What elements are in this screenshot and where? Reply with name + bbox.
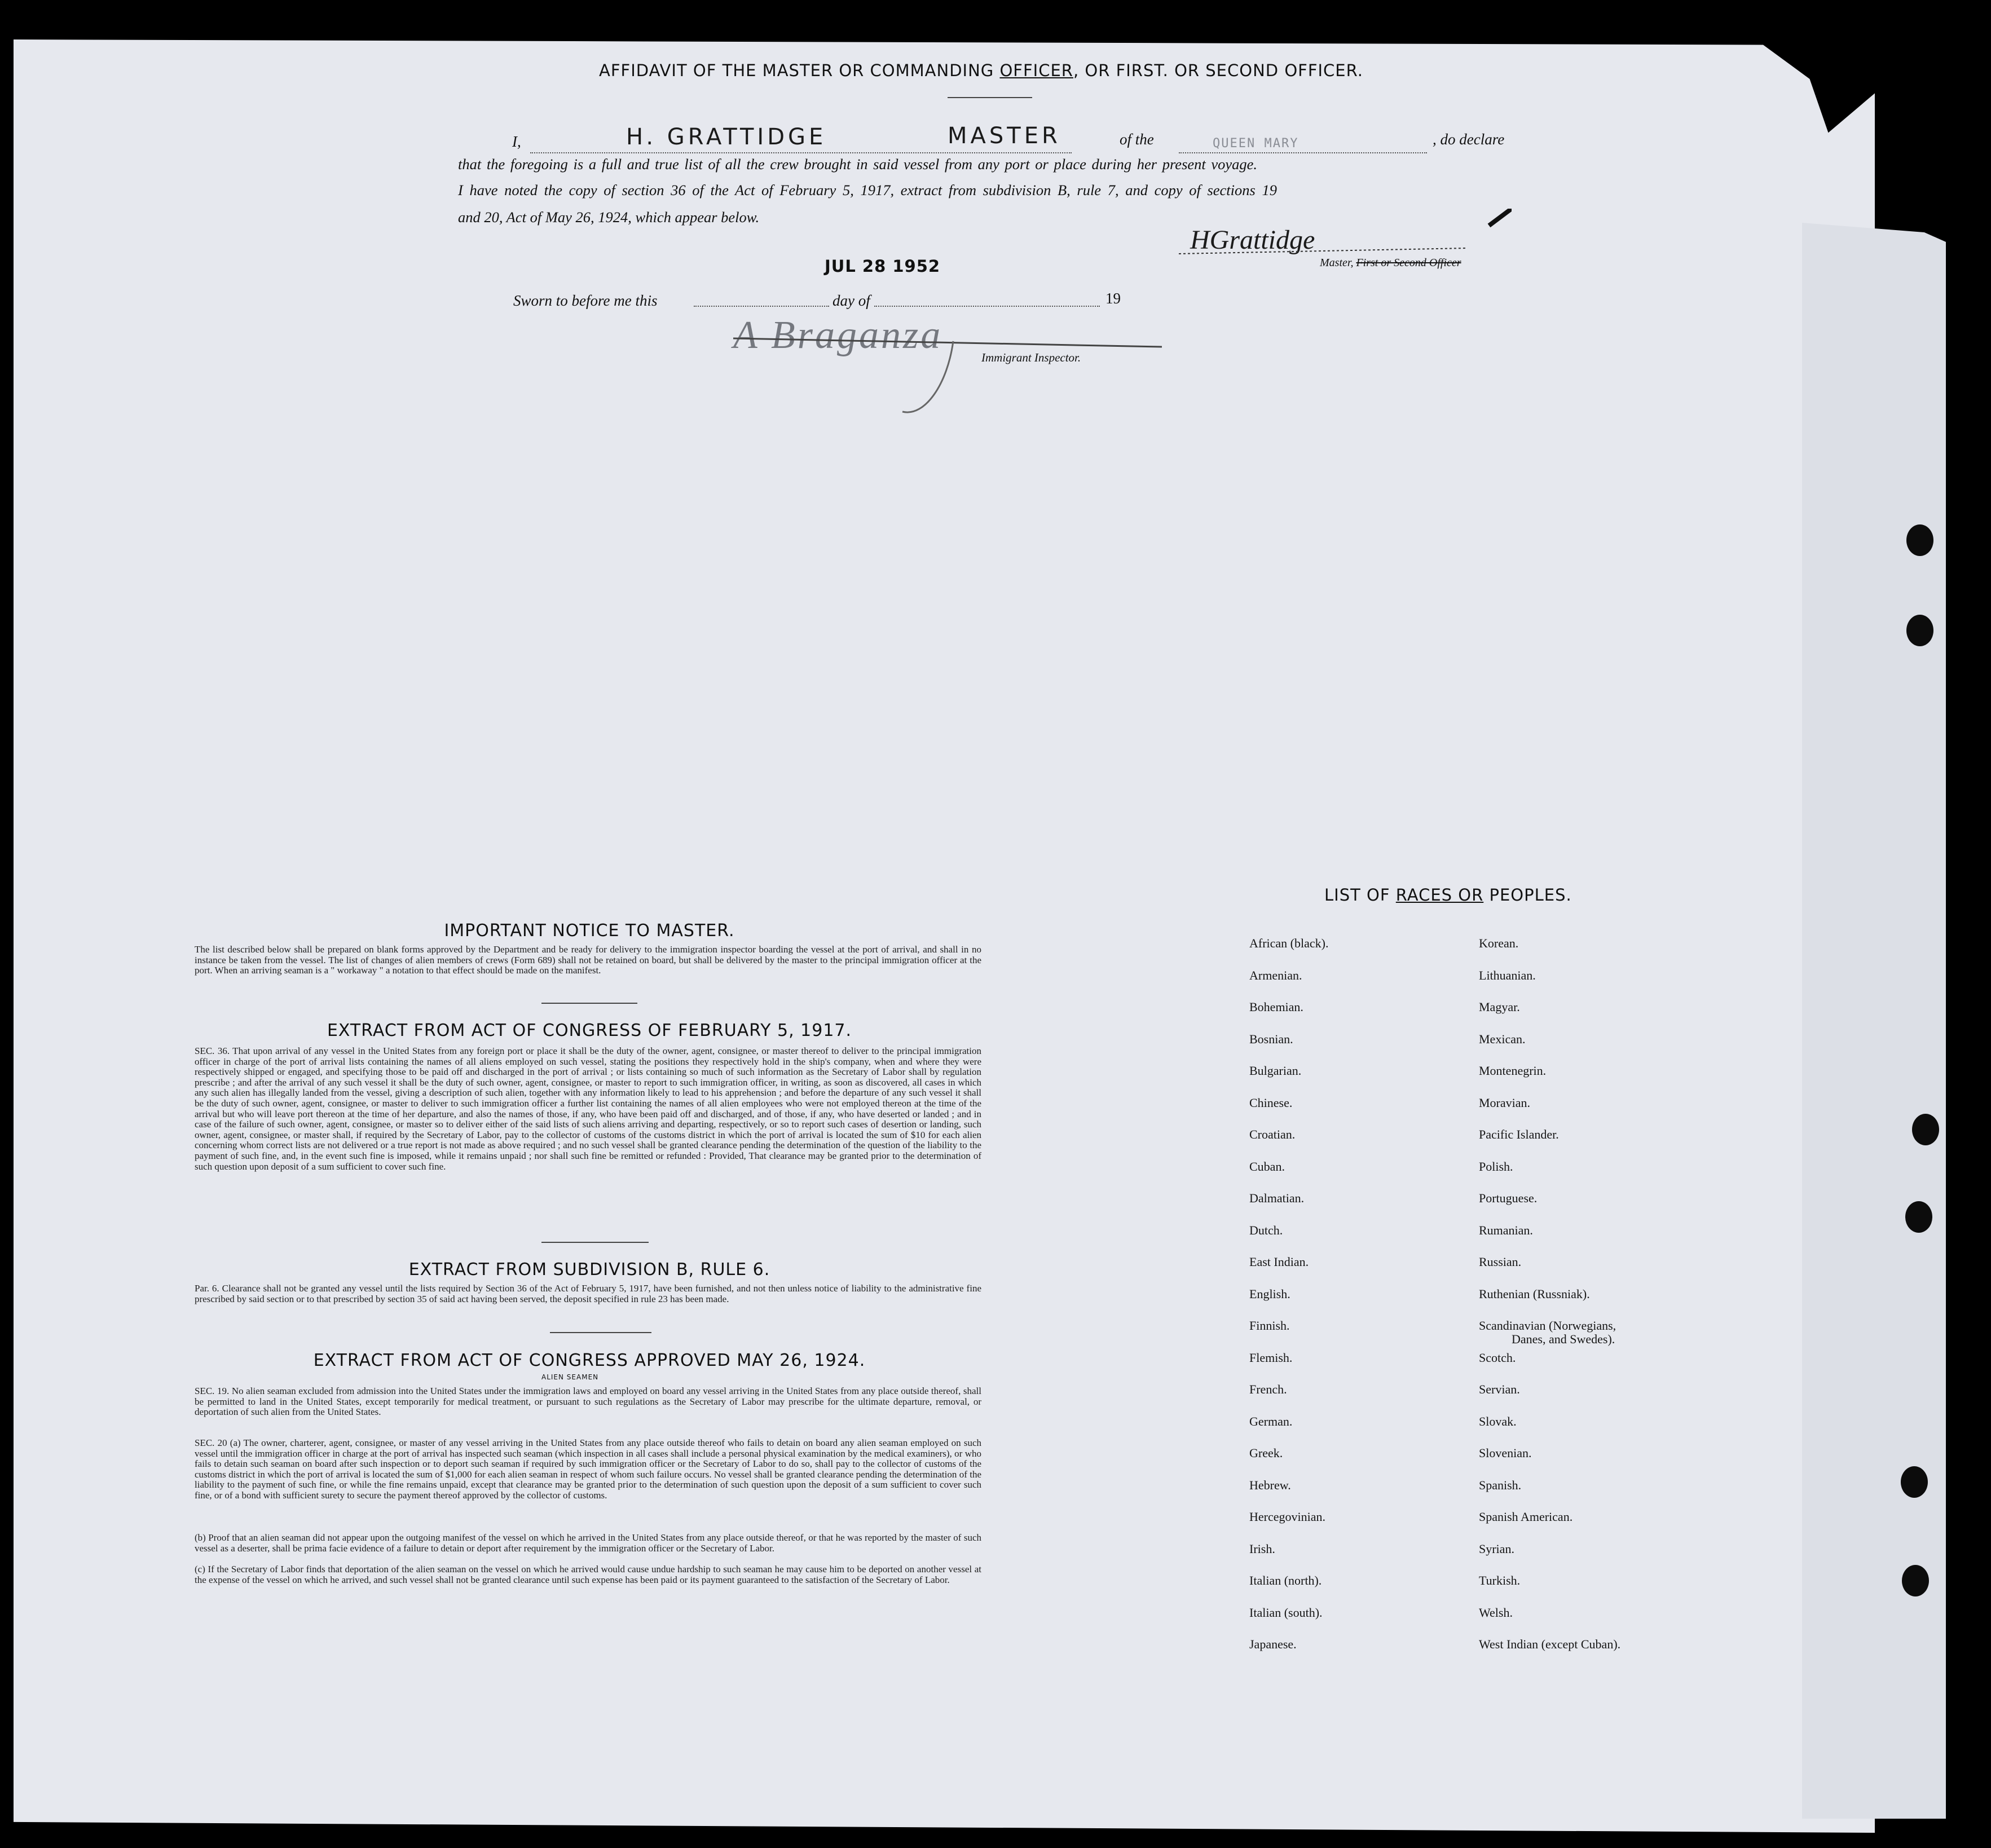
sworn-day-line bbox=[694, 306, 829, 307]
affidavit-title-part2: THE MASTER OR COMMANDING bbox=[716, 61, 1000, 80]
extract-1917-heading: EXTRACT FROM ACT OF CONGRESS OF FEBRUARY 5, 1917. bbox=[327, 1021, 852, 1040]
race-item: French. bbox=[1249, 1382, 1287, 1396]
race-item: Flemish. bbox=[1249, 1350, 1293, 1365]
name-line bbox=[530, 152, 1072, 153]
races-heading-part1: LIST OF bbox=[1324, 885, 1396, 905]
divider-1 bbox=[541, 1003, 637, 1004]
vessel-name: QUEEN MARY bbox=[1213, 136, 1299, 151]
affidavit-line-2: I have noted the copy of section 36 of the Act of February 5, 1917, extract from subdivision B, rule 7, and copy of sections 19 bbox=[458, 182, 1277, 199]
extract-1924-heading: EXTRACT FROM ACT OF CONGRESS APPROVED MAY 26, 1924. bbox=[313, 1351, 866, 1370]
master-rank: MASTER bbox=[948, 123, 1061, 149]
master-title-label bbox=[1320, 257, 1461, 270]
title-underline bbox=[948, 97, 1032, 98]
race-item: Turkish. bbox=[1479, 1573, 1521, 1587]
race-item: Bohemian. bbox=[1249, 1000, 1303, 1014]
extract-1924-sec19: SEC. 19. No alien seaman excluded from admission into the United States under the immigration laws and employed on board any vessel arriving in the United States from any place outside thereof, shall be permitted to land in the United States, except temporarily for medical treatment, or pursuant to such regulations as the Secretary of Labor may prescribe for the ultimate departure, removal, or deportation of such alien from the United States. bbox=[195, 1386, 981, 1418]
inspector-signature-flourish bbox=[711, 316, 1184, 429]
race-item: African (black). bbox=[1249, 936, 1329, 950]
affidavit-line-1: that the foregoing is a full and true list of all the crew brought in said vessel from any port or place during her present voyage. bbox=[458, 156, 1258, 173]
race-item: Montenegrin. bbox=[1479, 1064, 1547, 1078]
day-of-label: day of bbox=[832, 292, 870, 309]
race-item: Hercegovinian. bbox=[1249, 1510, 1325, 1524]
race-item: Lithuanian. bbox=[1479, 968, 1536, 982]
date-stamp: JUL 28 1952 bbox=[825, 257, 941, 276]
affidavit-line-3: and 20, Act of May 26, 1924, which appear below. bbox=[458, 209, 760, 226]
race-item: Welsh. bbox=[1479, 1605, 1513, 1620]
race-item: Bulgarian. bbox=[1249, 1064, 1302, 1078]
races-heading-underlined: RACES OR bbox=[1395, 885, 1484, 905]
binder-hole bbox=[1905, 1201, 1932, 1233]
race-item: Pacific Islander. bbox=[1479, 1127, 1559, 1141]
affidavit-title bbox=[599, 61, 1363, 80]
race-item: Japanese. bbox=[1249, 1637, 1297, 1651]
sworn-month-line bbox=[874, 306, 1100, 307]
race-item: Italian (south). bbox=[1249, 1605, 1323, 1620]
divider-2 bbox=[541, 1242, 649, 1243]
affidavit-title-part3: , OR FIRST. OR SECOND OFFICER. bbox=[1073, 61, 1363, 80]
race-item: Russian. bbox=[1479, 1255, 1522, 1269]
master-label-struck: First or Second Officer bbox=[1356, 257, 1461, 269]
race-item: Moravian. bbox=[1479, 1095, 1531, 1110]
race-item: Greek. bbox=[1249, 1446, 1283, 1460]
race-item: Bosnian. bbox=[1249, 1031, 1293, 1046]
extract-b-text: Par. 6. Clearance shall not be granted any vessel until the lists required by Section 36 of the Act of February 5, 1917, have been furnished, and not then unless notice of liability to the administrative fine prescribed by said section or to that prescribed by section 35 of said act having been served, the deposit specified in rule 23 has been made. bbox=[195, 1283, 981, 1304]
races-heading-part2: PEOPLES. bbox=[1483, 885, 1572, 905]
sworn-text: Sworn to before me this bbox=[513, 292, 658, 309]
i-label: I, bbox=[512, 133, 521, 150]
race-item: Hebrew. bbox=[1249, 1477, 1291, 1492]
race-item: Slovenian. bbox=[1479, 1446, 1532, 1460]
extract-1924-sec20c: (c) If the Secretary of Labor finds that deportation of the alien seaman on the vessel on which he arrived would cause undue hardship to such seaman he may cause him to be deported on another vessel at the expense of the vessel on which he arrived, and such vessel shall not be granted clearance until such expense has been paid or its payment guaranteed to the satisfaction of the Secretary of Labor. bbox=[195, 1564, 981, 1585]
extract-1924-subheading: ALIEN SEAMEN bbox=[541, 1373, 599, 1381]
race-item: Scandinavian (Norwegians, bbox=[1479, 1318, 1616, 1333]
binder-hole bbox=[1912, 1114, 1939, 1145]
master-name: H. GRATTIDGE bbox=[626, 124, 827, 150]
race-item: Spanish. bbox=[1479, 1477, 1522, 1492]
race-item: Irish. bbox=[1249, 1541, 1275, 1556]
extract-1924-sec20a: SEC. 20 (a) The owner, charterer, agent, consignee, or master of any vessel arriving in the United States from any place outside thereof who fails to detain on board any alien seaman employed on such vessel until the immigration officer in charge at the port of arrival has inspected such seaman (which inspection in all cases shall include a personal physical examination by the medical examiners), or who fails to detain such seaman on board after such inspection or to deport such seaman if required by such immigration officer or the Secretary of Labor to do so, shall pay to the collector of customs of the customs district in which the port of arrival is located the sum of $1,000 for each alien seaman in respect of whom such failure occurs. No vessel shall be granted clearance pending the determination of the liability to the payment of such fine, or while the fine remains unpaid, except that clearance may be granted prior to the determination of such question upon the deposit of a sum sufficient to cover such fine, or of a bond with sufficient surety to secure the payment thereof approved by the collector of customs. bbox=[195, 1437, 981, 1501]
extract-b-heading: EXTRACT FROM SUBDIVISION B, RULE 6. bbox=[408, 1260, 770, 1280]
races-heading bbox=[1324, 885, 1572, 905]
affidavit-title-part1: AFFIDAVIT OF bbox=[599, 61, 717, 80]
of-the-label: of the bbox=[1120, 131, 1154, 148]
race-item: Spanish American. bbox=[1479, 1510, 1573, 1524]
binder-hole bbox=[1906, 615, 1933, 646]
race-item: Magyar. bbox=[1479, 1000, 1520, 1014]
divider-3 bbox=[550, 1332, 651, 1333]
notice-heading: IMPORTANT NOTICE TO MASTER. bbox=[444, 921, 735, 941]
race-item: Armenian. bbox=[1249, 968, 1302, 982]
race-item: English. bbox=[1249, 1286, 1290, 1301]
binder-hole bbox=[1901, 1466, 1928, 1498]
race-item: Mexican. bbox=[1479, 1031, 1526, 1046]
extract-1924-sec20b: (b) Proof that an alien seaman did not appear upon the outgoing manifest of the vessel on which he arrived in the United States from any place outside thereof, or that he was reported by the master of such vessel as a deserter, shall be prima facie evidence of a failure to detain or deport after requirement by the immigration officer or the Secretary of Labor. bbox=[195, 1532, 981, 1554]
affidavit-title-underlined: OFFICER bbox=[999, 61, 1073, 80]
race-item: German. bbox=[1249, 1414, 1293, 1428]
race-item: Portuguese. bbox=[1479, 1191, 1538, 1205]
race-item: Dalmatian. bbox=[1249, 1191, 1305, 1205]
do-declare-label: , do declare bbox=[1433, 131, 1505, 148]
race-item: Italian (north). bbox=[1249, 1573, 1322, 1587]
race-item: Slovak. bbox=[1479, 1414, 1517, 1428]
race-item: Chinese. bbox=[1249, 1095, 1293, 1110]
race-item: Finnish. bbox=[1249, 1318, 1290, 1333]
vessel-line bbox=[1179, 152, 1427, 153]
signature-underline bbox=[1173, 209, 1512, 259]
race-item: Polish. bbox=[1479, 1159, 1513, 1174]
inspector-label: Immigrant Inspector. bbox=[981, 351, 1081, 364]
race-item: Syrian. bbox=[1479, 1541, 1514, 1556]
race-item: Rumanian. bbox=[1479, 1223, 1533, 1237]
notice-text: The list described below shall be prepared on blank forms approved by the Department and be ready for delivery to the immigration inspector boarding the vessel at the port of arrival, and shall in no instance be taken from the vessel. The list of changes of alien members of crews (Form 689) shall not be retained on board, but shall be delivered by the master to the principal immigration officer at the port. When an arriving seaman is a " workaway " a notation to that effect should be made on the manifest. bbox=[195, 944, 981, 976]
race-item: Cuban. bbox=[1249, 1159, 1285, 1174]
race-item: Ruthenian (Russniak). bbox=[1479, 1286, 1590, 1301]
year-prefix: 19 bbox=[1105, 290, 1121, 307]
race-item: Servian. bbox=[1479, 1382, 1520, 1396]
race-item: Korean. bbox=[1479, 936, 1519, 950]
race-item: Dutch. bbox=[1249, 1223, 1283, 1237]
master-label: Master, bbox=[1320, 257, 1356, 269]
binder-hole bbox=[1906, 524, 1933, 556]
race-item-continuation: Danes, and Swedes). bbox=[1512, 1332, 1615, 1346]
inspector-signature: A Braganza bbox=[733, 314, 943, 357]
race-item: East Indian. bbox=[1249, 1255, 1309, 1269]
extract-1917-text: SEC. 36. That upon arrival of any vessel in the United States from any foreign port or place it shall be the duty of the owner, agent, consignee, or master thereof to deliver to the principal immigration officer in charge of the port of arrival lists containing the names of all aliens employed on such vessel, stating the positions they respectively hold in the ship's company, when and where they were respectively shipped or engaged, and specifying those to be paid off and discharged in the port of arrival ; or lists containing so much of such information as the Secretary of Labor shall by regulation prescribe ; and after the arrival of any such vessel it shall be the duty of such owner, agent, consignee, or master to report to such immigration officer, in writing, as soon as discovered, all cases in which any such alien has illegally landed from the vessel, giving a description of such alien, together with any information likely to lead to his apprehension ; and before the departure of any such vessel it shall be the duty of such owner, agent, consignee, or master to deliver to such immigration officer a further list containing the names of all alien employees who were not employed thereon at the time of the arrival but who will leave port thereon at the time of her departure, and also the names of those, if any, who have been paid off and discharged, and of those, if any, who have deserted or landed ; and in case of the failure of such owner, agent, consignee, or master so to deliver either of the said lists of such aliens arriving and departing, respectively, or so to report such cases of desertion or landing, such owner, agent, consignee, or master shall, if required by the Secretary of Labor, pay to the collector of customs of the customs district in which the port of arrival is located the sum of $10 for each alien concerning whom correct lists are not delivered or a true report is not made as above required ; and no such vessel shall be granted clearance pending the determination of the question of the liability to the payment of such fine, and, in the event such fine is imposed, while it remains unpaid ; nor shall such fine be remitted or refunded : Provided, That clearance may be granted prior to the determination of such question upon deposit of a sum sufficient to cover such fine. bbox=[195, 1046, 981, 1172]
race-item: West Indian (except Cuban). bbox=[1479, 1637, 1621, 1651]
race-item: Scotch. bbox=[1479, 1350, 1516, 1365]
master-signature: HGrattidge bbox=[1190, 225, 1315, 255]
binder-hole bbox=[1902, 1565, 1929, 1596]
race-item: Croatian. bbox=[1249, 1127, 1296, 1141]
